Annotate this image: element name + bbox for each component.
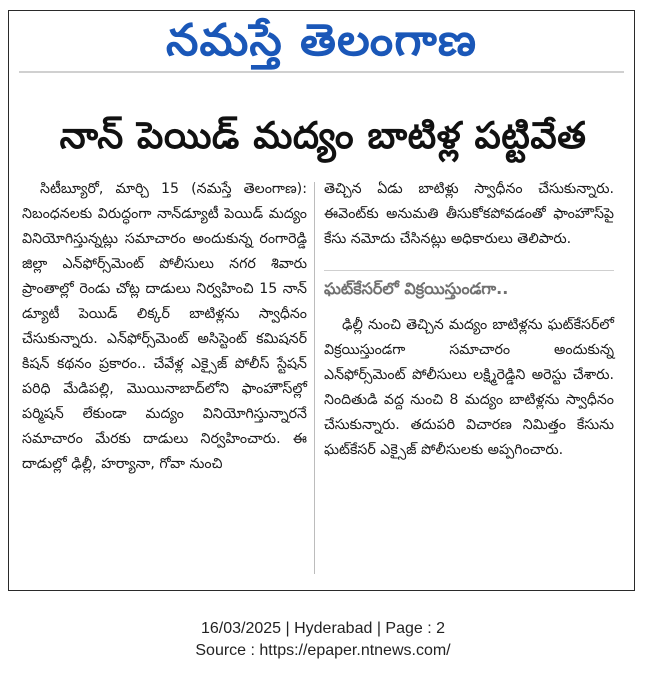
article-column-left: [22, 177, 307, 477]
footer-date-line: 16/03/2025 | Hyderabad | Page : 2: [200, 620, 446, 637]
newspaper-masthead: నమస్తే తెలంగాణ: [165, 15, 478, 66]
column-divider: [314, 182, 315, 574]
article-subheading: ఘట్‌కేసర్‌లో విక్రయిస్తుండగా..: [324, 270, 614, 301]
footer-source-line: Source : https://epaper.ntnews.com/: [195, 642, 451, 659]
article-headline: నాన్ పెయిడ్ మద్యం బాటిళ్ల పట్టివేత: [59, 114, 587, 157]
article-paragraph: సిటీబ్యూరో, మార్చి 15 (నమస్తే తెలంగాణ): నిబంధనలకు విరుద్ధంగా నాన్‌డ్యూటీ పెయిడ్ మద్యం వినియోగిస్తున్నట్లు సమాచారం అందుకున్న రంగారెడ్డి జిల్లా ఎన్‌ఫోర్స్‌మెంట్ పోలీసులు నగర శివారు ప్రాంతాల్లో రెండు చోట్ల దాడులు నిర్వహించి 15 నాన్ డ్యూటీ పెయిడ్ లిక్కర్ బాటిళ్లను స్వాధీనం చేసుకున్నారు. ఎన్‌ఫోర్స్‌మెంట్ అసిస్టెంట్ కమిషనర్ కిషన్ కథనం ప్రకారం.. చేవేళ్ల ఎక్సైజ్ పోలీస్ స్టేషన్ పరిధి మేడిపల్లి, మొయినాబాద్‌లోని ఫాంహౌస్‌ల్లో పర్మిషన్ లేకుండా మద్యం వినియోగిస్తున్నారనే సమాచారం మేరకు దాడులు నిర్వహించారు. ఈ దాడుల్లో ఢిల్లీ, హర్యానా, గోవా నుంచి: [22, 181, 307, 472]
source-footer: [0, 618, 646, 662]
article-paragraph: ఢిల్లీ నుంచి తెచ్చిన మద్యం బాటిళ్లను ఘట్‌కేసర్‌లో విక్రయిస్తుండగా సమాచారం అందుకున్న ఎన్‌ఫోర్స్‌మెంట్ పోలీసులు లక్ష్మిరెడ్డిని అరెస్టు చేశారు. నిందితుడి వద్ద నుంచి 8 మద్యం బాటిళ్లను స్వాధీనం చేసుకున్నారు. తదుపరి విచారణ నిమిత్తం కేసును ఘట్‌కేసర్ ఎక్సైజ్ పోలీసులకు అప్పగించారు.: [324, 317, 614, 458]
masthead-rule: [19, 71, 624, 73]
article-paragraph: తెచ్చిన ఏడు బాటిళ్లు స్వాధీనం చేసుకున్నారు. ఈవెంట్‌కు అనుమతి తీసుకోకపోవడంతో ఫాంహౌస్‌పై కేసు నమోదు చేసినట్లు అధికారులు తెలిపారు.: [324, 181, 614, 247]
article-column-right: [324, 177, 614, 463]
